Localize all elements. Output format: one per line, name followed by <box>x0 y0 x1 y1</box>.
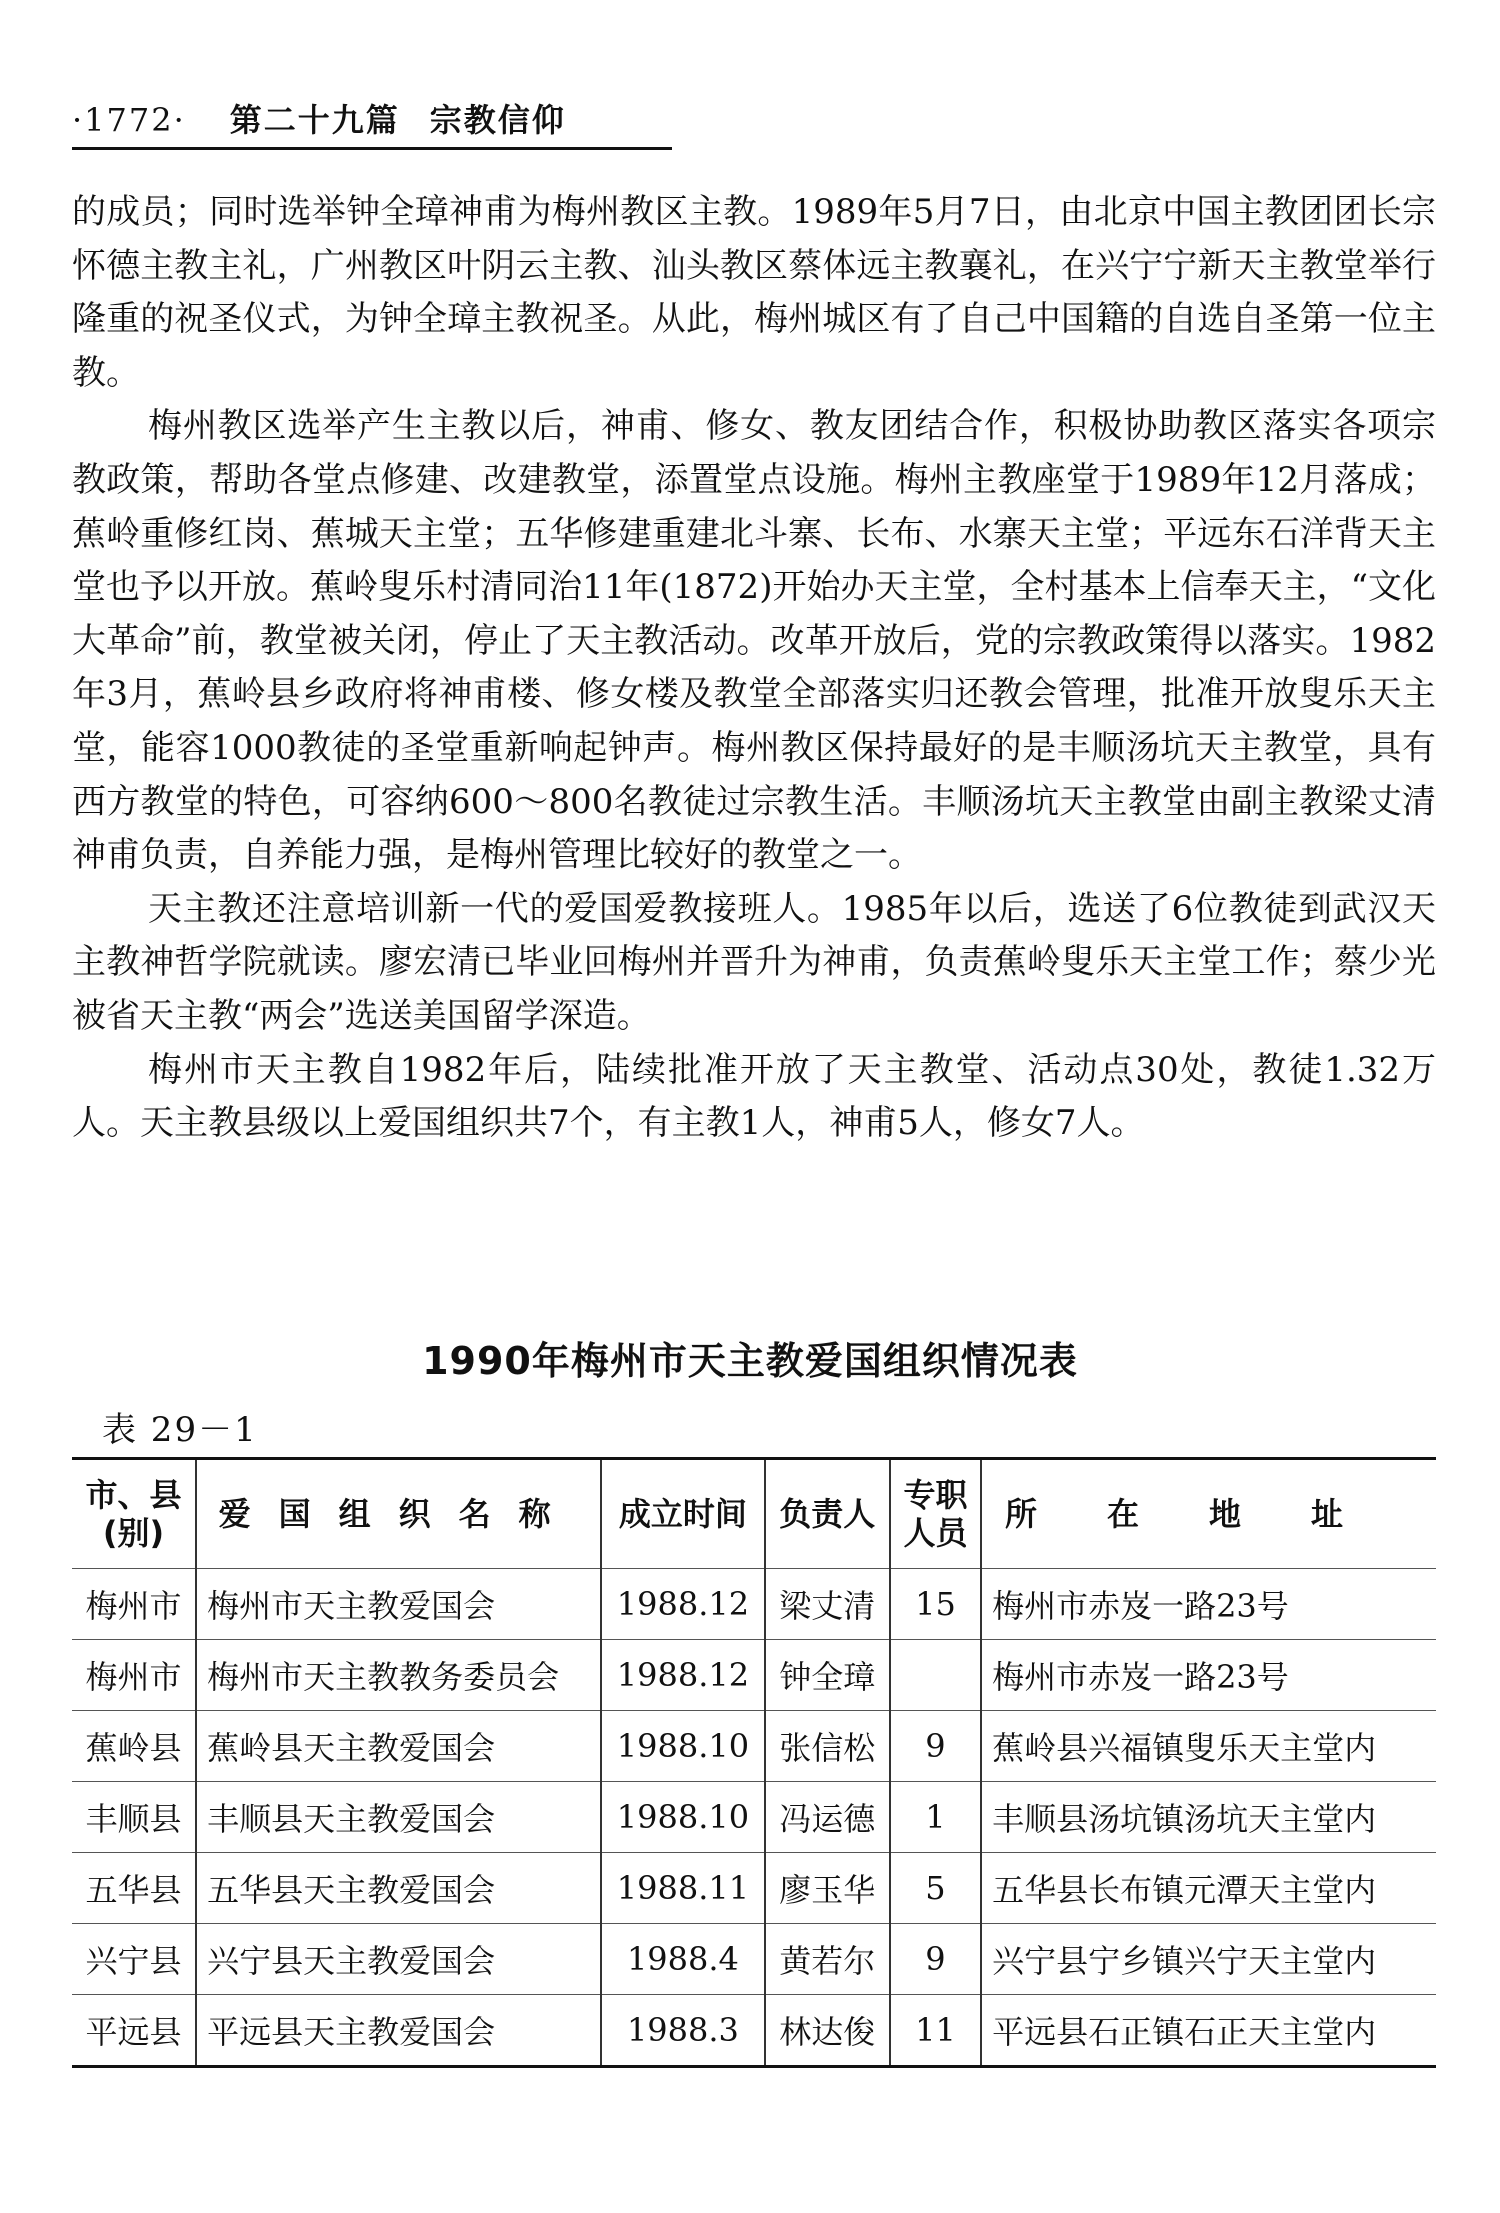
col-header-org-name: 爱国组织名称 <box>196 1459 601 1569</box>
cell-address: 兴宁县宁乡镇兴宁天主堂内 <box>981 1924 1436 1995</box>
cell-founded: 1988.12 <box>601 1640 765 1711</box>
cell-county: 梅州市 <box>72 1569 196 1640</box>
cell-org: 梅州市天主教爱国会 <box>196 1569 601 1640</box>
cell-staff: 1 <box>890 1782 981 1853</box>
paragraph: 的成员；同时选举钟全璋神甫为梅州教区主教。1989年5月7日，由北京中国主教团团长宗怀德主教主礼，广州教区叶阴云主教、汕头教区蔡体远主教襄礼，在兴宁宁新天主教堂举行隆重的祝圣仪式，为钟全璋主教祝圣。从此，梅州城区有了自己中国籍的自选自圣第一位主教。 <box>72 192 1436 393</box>
header-rule <box>72 147 672 150</box>
cell-county: 蕉岭县 <box>72 1711 196 1782</box>
cell-leader: 黄若尔 <box>765 1924 890 1995</box>
cell-address: 蕉岭县兴福镇叟乐天主堂内 <box>981 1711 1436 1782</box>
cell-county: 梅州市 <box>72 1640 196 1711</box>
cell-staff: 5 <box>890 1853 981 1924</box>
cell-staff <box>890 1640 981 1711</box>
col-header-county-line2: (别) <box>102 1514 165 1552</box>
col-header-address: 所在地址 <box>981 1459 1436 1569</box>
cell-county: 兴宁县 <box>72 1924 196 1995</box>
paragraph: 天主教还注意培训新一代的爱国爱教接班人。1985年以后，选送了6位教徒到武汉天主教神哲学院就读。廖宏清已毕业回梅州并晋升为神甫，负责蕉岭叟乐天主堂工作；蔡少光被省天主教“两会”选送美国留学深造。 <box>72 888 1436 1036</box>
running-header <box>72 100 672 140</box>
cell-county: 平远县 <box>72 1995 196 2067</box>
chapter-title: 第二十九篇 <box>229 101 400 139</box>
cell-leader: 林达俊 <box>765 1995 890 2067</box>
cell-founded: 1988.4 <box>601 1924 765 1995</box>
cell-leader: 张信松 <box>765 1711 890 1782</box>
cell-address: 梅州市赤岌一路23号 <box>981 1640 1436 1711</box>
cell-staff: 15 <box>890 1569 981 1640</box>
cell-leader: 廖玉华 <box>765 1853 890 1924</box>
cell-org: 兴宁县天主教爱国会 <box>196 1924 601 1995</box>
table-row <box>72 1569 1436 1640</box>
col-header-county-line1: 市、县 <box>85 1476 182 1514</box>
cell-address: 平远县石正镇石正天主堂内 <box>981 1995 1436 2067</box>
table-row <box>72 1711 1436 1782</box>
table-header-row <box>72 1459 1436 1569</box>
cell-org: 蕉岭县天主教爱国会 <box>196 1711 601 1782</box>
table-row <box>72 1640 1436 1711</box>
cell-staff: 9 <box>890 1924 981 1995</box>
cell-leader: 梁丈清 <box>765 1569 890 1640</box>
col-header-county <box>72 1459 196 1569</box>
cell-leader: 钟全璋 <box>765 1640 890 1711</box>
paragraph: 梅州教区选举产生主教以后，神甫、修女、教友团结合作，积极协助教区落实各项宗教政策，帮助各堂点修建、改建教堂，添置堂点设施。梅州主教座堂于1989年12月落成；蕉岭重修红岗、蕉城天主堂；五华修建重建北斗寨、长布、水寨天主堂；平远东石洋背天主堂也予以开放。蕉岭叟乐村清同治11年(1872)开始办天主堂，全村基本上信奉天主，“文化大革命”前，教堂被关闭，停止了天主教活动。改革开放后，党的宗教政策得以落实。1982年3月，蕉岭县乡政府将神甫楼、修女楼及教堂全部落实归还教会管理，批准开放叟乐天主堂，能容1000教徒的圣堂重新响起钟声。梅州教区保持最好的是丰顺汤坑天主教堂，具有西方教堂的特色，可容纳600～800名教徒过宗教生活。丰顺汤坑天主教堂由副主教梁丈清神甫负责，自养能力强，是梅州管理比较好的教堂之一。 <box>72 406 1436 876</box>
cell-founded: 1988.10 <box>601 1711 765 1782</box>
cell-leader: 冯运德 <box>765 1782 890 1853</box>
paragraph: 梅州市天主教自1982年后，陆续批准开放了天主教堂、活动点30处，教徒1.32万人。天主教县级以上爱国组织共7个，有主教1人，神甫5人，修女7人。 <box>72 1049 1436 1144</box>
cell-org: 梅州市天主教教务委员会 <box>196 1640 601 1711</box>
col-header-staff-line1: 专职 <box>903 1476 968 1514</box>
cell-founded: 1988.10 <box>601 1782 765 1853</box>
col-header-founded: 成立时间 <box>601 1459 765 1569</box>
cell-address: 丰顺县汤坑镇汤坑天主堂内 <box>981 1782 1436 1853</box>
table-row <box>72 1924 1436 1995</box>
cell-org: 五华县天主教爱国会 <box>196 1853 601 1924</box>
section-title: 宗教信仰 <box>429 101 566 139</box>
cell-address: 五华县长布镇元潭天主堂内 <box>981 1853 1436 1924</box>
cell-org: 丰顺县天主教爱国会 <box>196 1782 601 1853</box>
table-row <box>72 1995 1436 2067</box>
cell-org: 平远县天主教爱国会 <box>196 1995 601 2067</box>
cell-founded: 1988.11 <box>601 1853 765 1924</box>
cell-address: 梅州市赤岌一路23号 <box>981 1569 1436 1640</box>
table-label: 表 29－1 <box>102 1410 258 1450</box>
col-header-staff <box>890 1459 981 1569</box>
cell-staff: 9 <box>890 1711 981 1782</box>
cell-founded: 1988.12 <box>601 1569 765 1640</box>
cell-founded: 1988.3 <box>601 1995 765 2067</box>
table-title: 1990年梅州市天主教爱国组织情况表 <box>422 1339 1078 1383</box>
org-table <box>72 1457 1436 2068</box>
body-text <box>72 186 1436 1151</box>
page-number: ·1772· <box>72 101 186 139</box>
col-header-staff-line2: 人员 <box>903 1514 968 1552</box>
table-row <box>72 1853 1436 1924</box>
cell-county: 五华县 <box>72 1853 196 1924</box>
col-header-leader: 负责人 <box>765 1459 890 1569</box>
cell-staff: 11 <box>890 1995 981 2067</box>
table-row <box>72 1782 1436 1853</box>
cell-county: 丰顺县 <box>72 1782 196 1853</box>
